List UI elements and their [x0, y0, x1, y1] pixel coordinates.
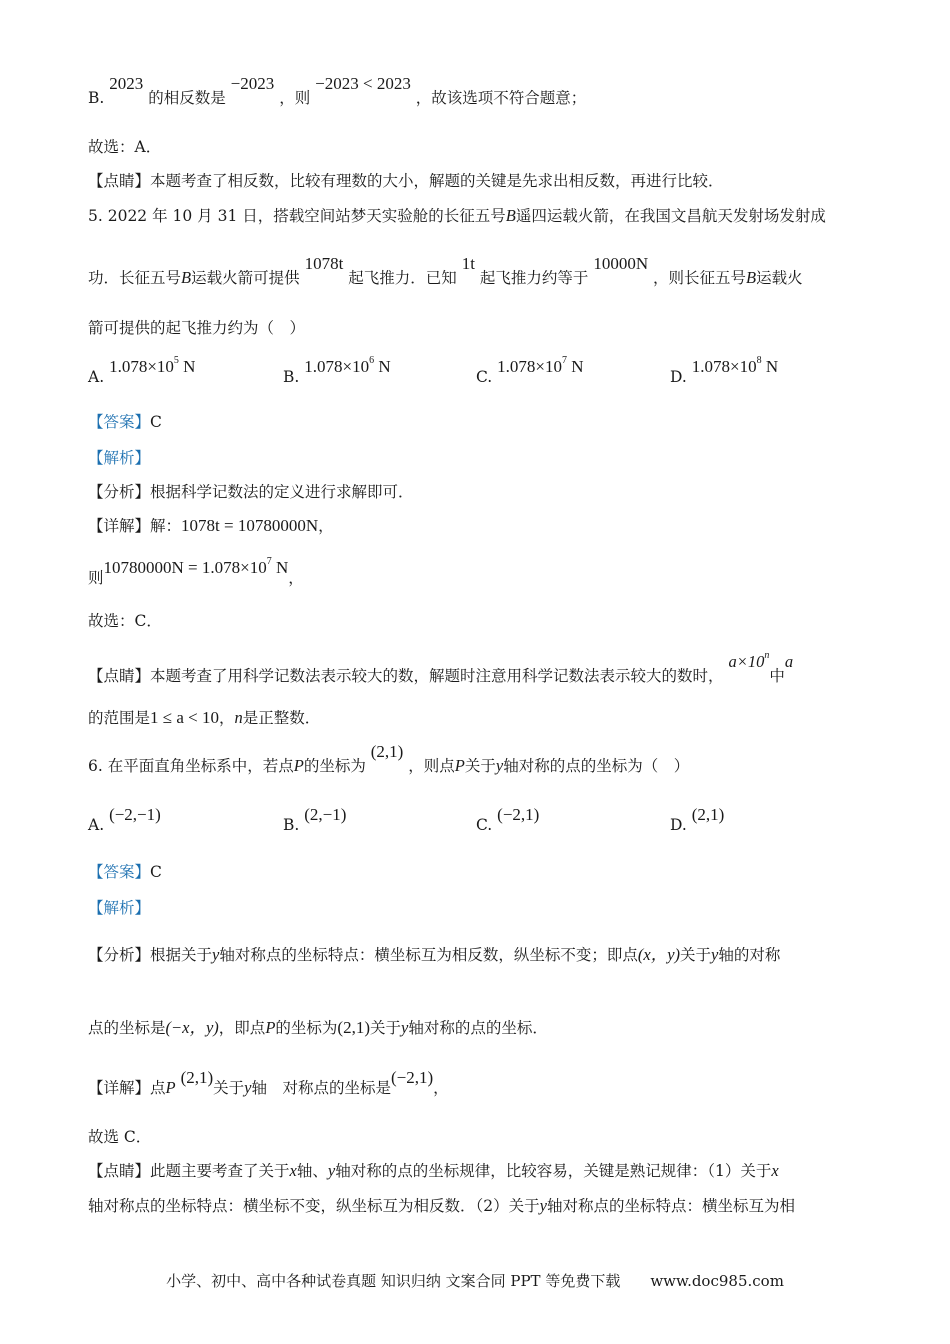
q6-answer: 【答案】C: [88, 863, 162, 881]
q6-choose: 故选 C．: [88, 1128, 152, 1146]
q6-xiangjie: 【详解】点P (2,1)关于y轴 对称点的坐标是(−2,1)，: [88, 1068, 449, 1097]
math-1078t: 1078t: [304, 254, 344, 273]
q6-option-b: B. (2,−1): [283, 805, 347, 834]
answer-tag: 【答案】: [88, 863, 151, 881]
math-sci: $a\times 10^n$: [728, 650, 770, 671]
q6-analysis-tag: 【解析】: [88, 899, 151, 917]
q5-line2: 功．长征五号B运载火箭可提供 1078t 起飞推力．已知 1t 起飞推力约等于 10000N ，则长征五号B运载火: [88, 254, 803, 287]
q5-analysis-tag: 【解析】: [88, 449, 151, 467]
q6-fenxi: 【分析】根据关于y轴对称点的坐标特点：横坐标互为相反数，纵坐标不变；即点(x，y)关于y轴的对称: [88, 945, 781, 964]
q5-answer: 【答案】C: [88, 413, 162, 431]
note-tag: 【点睛】: [88, 172, 151, 190]
math-eq1: 1078t = 10780000N: [181, 516, 319, 535]
math-2023: 2023: [109, 74, 144, 93]
math-10000n: 10000N: [593, 254, 649, 273]
q6-note: 【点睛】此题主要考查了关于x轴、y轴对称的点的坐标规律，比较容易，关键是熟记规律：（1）关于x: [88, 1161, 779, 1180]
q5-note-range: 的范围是1 ≤ a < 10，n是正整数．: [88, 708, 321, 727]
q5-eq2: 则$10780000N = 1.078\times 10^7$ N，: [88, 556, 304, 587]
q5-xiangjie: 【详解】解：1078t = 10780000N，: [88, 516, 334, 535]
math-range: 1 ≤ a < 10: [150, 708, 219, 727]
q6-option-c: C. (−2,1): [476, 805, 540, 834]
q5-choose: 故选：C．: [88, 612, 162, 630]
q5-line3: 箭可提供的起飞推力约为（ ）: [88, 319, 306, 337]
q6-line1: 6. 在平面直角坐标系中，若点P的坐标为 (2,1) ，则点P关于y轴对称的点的坐标为（ ）: [88, 742, 690, 775]
math-1t: 1t: [461, 254, 475, 273]
q5-option-a: A. $1.078\times 10^5$ N: [88, 355, 196, 386]
q5-option-d: D. $1.078\times 10^8$ N: [670, 355, 779, 386]
page-footer: 小学、初中、高中各种试卷真题 知识归纳 文案合同 PPT 等免费下载 www.doc985.com: [166, 1272, 784, 1290]
math-xy: (x，y): [637, 945, 681, 964]
q5-note: 【点睛】本题考查了用科学记数法表示较大的数，解题时注意用科学记数法表示较大的数时， $a\times 10^n$中a: [88, 650, 794, 685]
math-compare: −2023 < 2023: [315, 74, 411, 93]
q5-option-c: C. $1.078\times 10^7$ N: [476, 355, 584, 386]
q6-fenxi-line2: 点的坐标是(−x，y)，即点P的坐标为(2,1)关于y轴对称的点的坐标．: [88, 1018, 548, 1037]
q6-option-d: D. (2,1): [670, 805, 725, 834]
choose-a: 故选：A．: [88, 138, 162, 156]
q5-fenxi: 【分析】根据科学记数法的定义进行求解即可．: [88, 483, 414, 501]
option-b-line: B. 2023 的相反数是 −2023 ，则 −2023 < 2023 ，故该选项不符合题意；: [88, 74, 587, 107]
math-mxy: (−x，y): [165, 1018, 219, 1037]
math-eq2: $10780000N = 1.078\times 10^7$ N: [103, 556, 289, 577]
math-point: (2,1): [370, 742, 404, 761]
answer-tag: 【答案】: [88, 413, 151, 431]
q6-note-line2: 轴对称点的坐标特点：横坐标不变，纵坐标互为相反数．（2）关于y轴对称点的坐标特点：横坐标互为相: [88, 1196, 795, 1215]
note-1: 【点睛】本题考查了相反数，比较有理数的大小，解题的关键是先求出相反数，再进行比较．: [88, 172, 724, 190]
q6-option-a: A. (−2,−1): [88, 805, 161, 834]
q5-option-b: B. $1.078\times 10^6$ N: [283, 355, 391, 386]
q5-line1: 5. 2022 年 10 月 31 日，搭载空间站梦天实验舱的长征五号B遥四运载火箭，在我国文昌航天发射场发射成: [88, 206, 826, 225]
math-neg-2023: −2023: [230, 74, 275, 93]
